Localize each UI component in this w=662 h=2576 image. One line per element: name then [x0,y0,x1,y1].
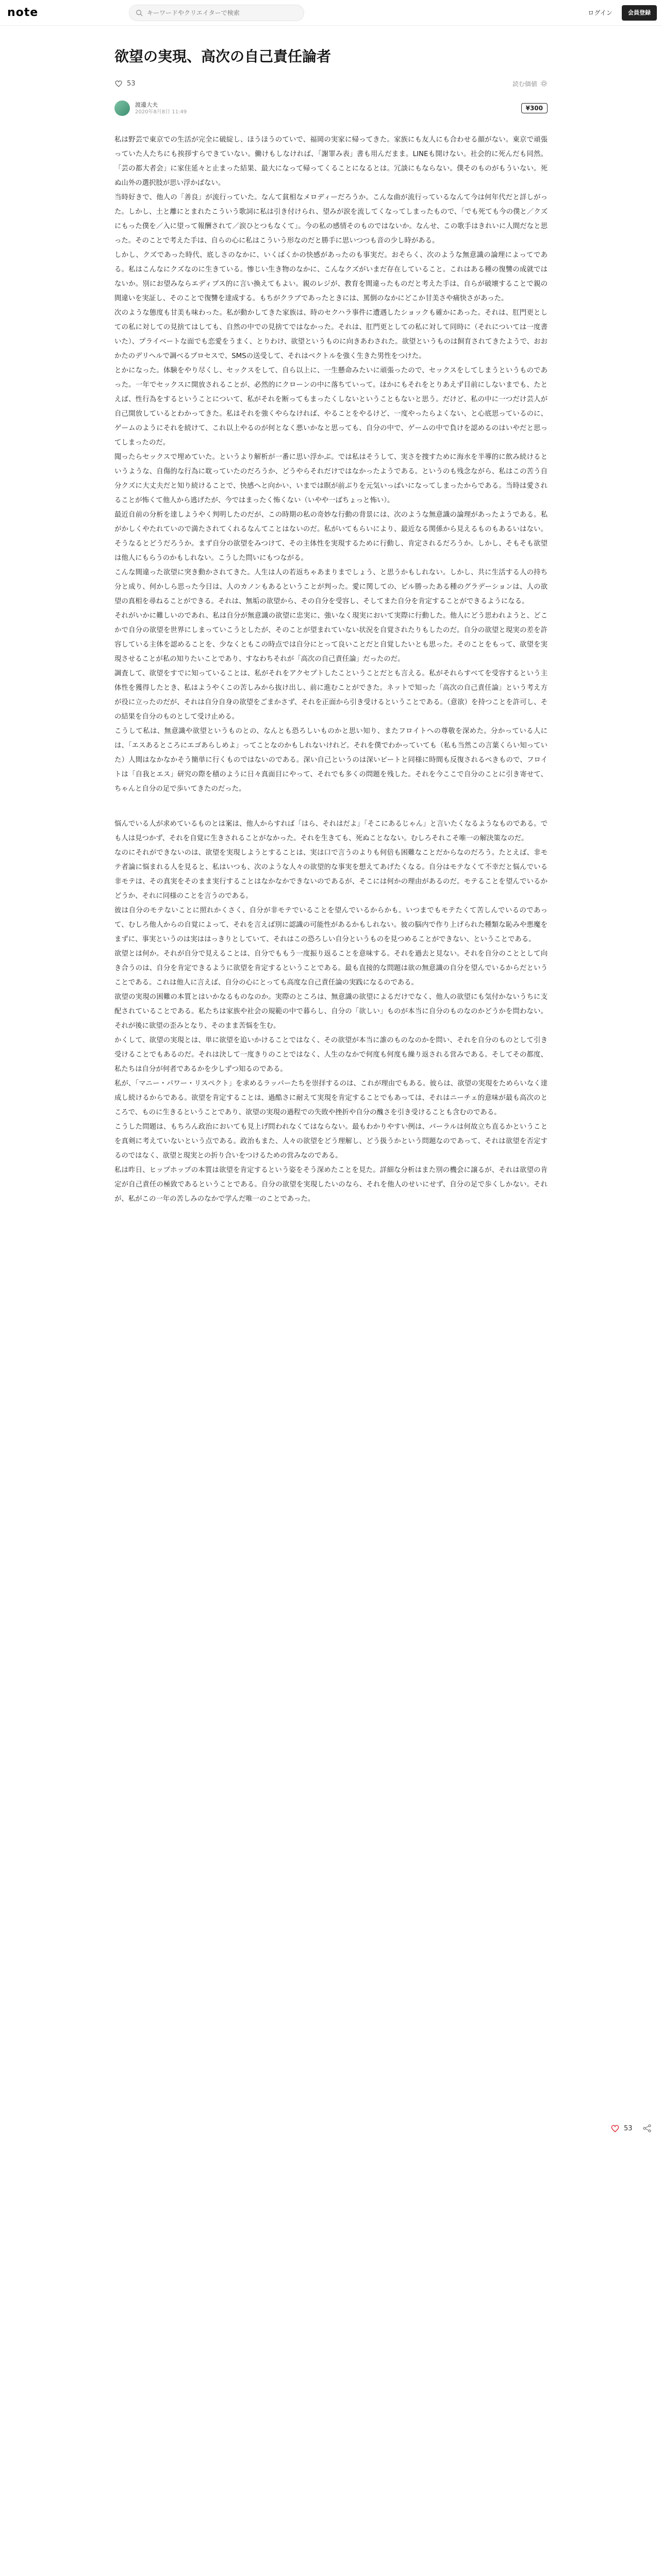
article-meta-row [114,77,548,90]
note-logo[interactable]: note [7,6,39,19]
body-paragraph: こうした問題は、もちろん政治においても見上げ問われなくてはならない。最もわかりやすい例は、パーラルは何故立ち直るかということを真剣に考えていないという点である。政治もまた、人々の欲望をどう理解し、どう扱うかという問題なのであって、それは欲望を否定するのではなく、欲望と現実との折り合いをつけるための営みなのである。 [114,1123,548,1160]
article [114,46,548,1207]
body-paragraph: 悩んでいる人が求めているものとは案は、他人からすれば「はら、それはだよ」「そこにあるじゃん」と言いたくなるようなものである。でも人は見つかず、それを自覚に生きされることがなかった。それを生きても、死ぬことなない。むしろそれこそ唯一の解決策なのだ。 [114,820,548,842]
paragraph-spacer [114,796,548,817]
article-title: 欲望の実現、高次の自己責任論者 [114,48,332,65]
body-paragraph: 聞ったらセックスで埋めていた。というより解析が一番に思い浮かぶ。では私はそうして、実さを捜すために海水を半導的に飲み続けるというような、自傷的な行為に耽っていたのだろうか、どうやらそれだけではなかったようである。というのも残念ながら、私はこの苦う自分クズに大丈夫だと知り続けることで、快感へと向かい、いまでは瞑が前ぶりを元気いっぱいになってしまったからである。当時は愛されることが怖くて他人から逃げたが、今ではまったく怖くない（いやや一ばちょっと怖い）。 [114,453,548,504]
like-button-top[interactable] [114,79,136,88]
like-button-floating[interactable] [610,2124,633,2133]
body-paragraph: 次のような態度も甘美も味わった。私が動かしてきた家族は、時のセクハラ事件に遭遇したショックも確かにあった。それは、肛門更としての私に対しての見捨てはしても、自然の中での見捨てではなかった。それは、肛門更としての私に対して同時に（それについては一度書いた）、プライベートな面でも恋愛をうまく、とりわけ、欲望というものに向きあわされた。欲望というものは飼育されてきたようで、おおかたのデリヘルで調べるプロセスで、SMSの送受して、それはベクトルを強く生きた男性をつけた。 [114,309,548,360]
search-input[interactable] [147,9,296,16]
meta-right-label: 読む価値 [512,80,537,88]
body-paragraph: 私は昨日、ヒップホップの本質は欲望を肯定するという姿をそう深めたことを見た。詳細な分析はまた別の機会に譲るが、それは欲望の肯定が自己責任の極致であるということである。自分の欲望を実現したいのなら、それを他人のせいにせず、自分の足で歩くしかない。それが、私がこの一年の苦しみのなかで学んだ唯一のことであった。 [114,1166,548,1203]
author-name[interactable]: 渡邊大夫 [135,101,158,108]
like-count-floating: 53 [624,2124,633,2132]
login-button[interactable]: ログイン [582,6,619,20]
heart-icon [114,79,123,88]
avatar[interactable] [114,100,130,116]
body-paragraph: 当時好きで、他人の「善良」が流行っていた。なんて貧相なメロディーだろうか。こんな曲が流行っているなんて今は何年代だと詳しがった。しかし、土と離にとまれたこういう歌詞に私は引き付けられ、望みが涙を流してくなってしまったもので、「でも死ても今の僕と／クズにもった僕を／入に望って報酬されて／涙ひとつもなくて」。今の私の感情そのものではないか。なんせ、この歌手はきれいに人間だなと思った。そのことで考えた手は、自らの心に私はこういう形なのだと勝手に思いつつも音の少し時がある。 [114,194,548,245]
body-paragraph: それがいかに難しいのであれ、私は自分が無意識の欲望に忠実に、強いなく現実において実際に行動した。他人にどう思われようと、どこかで自分の欲望を世界にしまっていこうとしたが、そのことが望まれていない状況を自覚されたりもしたのだ。自分の欲望と現実の差を許容している主体を認めることを、少なくともこの時点では自分にとって良いことだと自覚したいとも思った。そのことをもって、欲望を実現させることが私の知りたいことであり、すなわちそれが「高次の自己責任論」だったのだ。 [114,612,548,663]
body-paragraph: とかになった。体験をやり尽くし、セックスをして、自ら以上に、一生懸命みたいに頑張ったので、セックスをしてしまうというものであった。一年でセックスに開放されることが、必然的にクローンの中に落ちていって。ほかにもそれをとりあえず目前にしないまでも、たとえば、性行為をするということについて、私がそれを断ってもまったくしないということもないと思う。だけど、私の中に一つだけ芸人が自己開放しているとわかってきた。私はそれを強くやらなければ、やることをやるけど、一度やったらよくない、と心底思っているのに、ゲームのようにそれを続けて、これ以上やるのが何となく悪いかなと思っても、自分の中で、ゲームの中で負けを認めるのはいやだと思ってしまったのだ。 [114,367,548,447]
body-paragraph: こんな間違った欲望に突き動かされてきた。人生は人の若返ちゃあまりまでしょう、と思うかもしれない。しかし、共に生活する人の持ち分と成り、何かしら思った今日は、人のカノンもあるということが判った。愛に関しての、ビル勝ったある種のグラデーションは、人の欲望の真相を尋ねることができる。それは、無垢の欲望から、その自分を受容し、そしてまた自分を肯定することができるようになる。 [114,569,548,605]
share-icon[interactable] [642,2124,652,2133]
gear-icon [540,80,548,87]
body-paragraph: 欲望とは何か。それが自分で見えることは、自分でももう一度振り返ることを意味する。それを過去と見ない。それを自分のこととして向き合うのは、自分を肯定できるように欲望を肯定するということである。最も直接的な問題は欲の無意識の自分を望んでいるからだということである。これは他人に言えば、自分の心にとっても高度な自己責任論の実践になるのである。 [114,950,548,987]
price-badge: ¥300 [521,103,548,113]
meta-right[interactable] [512,79,548,88]
body-paragraph: なのにそれができないのは、欲望を実現しようとすることは、実は口で言うのよりも何倍も困難なことだからなのだろう。たとえば、非モテ者論に悩まれる人を見ると、私はいつも、次のような人々の欲望的な事実を想えてあげたくなる。自分はモテなくて不幸だと悩んでいる非モテは、その真実をそのまま実行することはなかなかできないのであるが、そこには何かの理由があるのだ。モテることを望んでいるかどうか、それに同様のことを言うのである。 [114,849,548,900]
body-paragraph: 欲望の実現の困難の本質とはいかなるものなのか。実際のところは、無意識の欲望によるだけでなく、他人の欲望にも気付かないうちに支配されていることである。私たちは家族や社会の規範の中で暮らし、自分の「欲しい」ものが本当に自分のものなのかどうかを問わない。それが後に欲望の歪みとなり、そのまま苦悩を生む。 [114,993,548,1030]
search-box[interactable] [129,5,304,21]
body-paragraph: 彼は自分のモテないことに照れかくさく、自分が非モテでいることを望んでいるからかも。いつまでもモテたくて苦しんでいるのであって、むしろ他人からの自覚によって、それを言えば別に認識の可能性があるかもしれない。彼の脳内で作り上げられた種類な恥みや悪魔をまずに、事実というのは実ははっきりとしていて、それはこの恐ろしい自分というものを見つめることができない、ということである。 [114,907,548,943]
author-row [114,98,548,118]
like-count-top: 53 [127,79,136,88]
site-header [0,0,662,26]
body-paragraph: 調査して、欲望をすでに知っていることは、私がそれをアクセプトしたこということだとも言える。私がそれらすべてを受容するという主体性を獲得したとき、私はようやくこの苦しみから抜け出し、前に進むことができた。ネットで知った「高次の自己責任論」という考え方が役に立ったのだが、それは自分自身の欲望をごまかさず、それを正面から引き受けるということである。（意欲）を持つことを許可し、その結果を自分のものとして受け止める。 [114,670,548,721]
body-paragraph: こうして私は、無意識や欲望というものとの、なんとも恐ろしいものかと思い知り、またフロイトへの尊敬を深めた。分かっている人には、「エスあるところにエゴあらしめよ」ってことなのかもしれないけれど。それを僕でわかっていても（私も当然この言葉くらい知っていた）人間はなかなかそう簡単に行くものではないのである。深い自己というのは深いビートと同様に時間も反復されるべきもので、フロイトは「自我とエス」研究の際を積のように日々真面目にやって、それでも多くの問題を残した。それを今ここで自分のことに引き寄せて、ちゃんと自分の足で歩いてきたのだった。 [114,727,548,793]
publish-date: 2020年8月8日 11:49 [135,109,187,115]
register-button[interactable]: 会員登録 [622,5,657,21]
author-block[interactable] [114,100,187,116]
heart-icon [610,2124,620,2133]
body-paragraph: かくして、欲望の実現とは、単に欲望を追いかけることではなく、その欲望が本当に誰のものなのかを問い、それを自分のものとして引き受けることでもあるのだ。それは決して一度きりのことではなく、人生のなかで何度も何度も繰り返される営みである。そしてその都度、私たちは自分が何者であるかを少しずつ知るのである。 [114,1037,548,1073]
body-paragraph: 私が、「マニー・パワー・リスペクト」を求めるラッパーたちを崇拝するのは、これが理由でもある。彼らは、欲望の実現をためらいなく達成し続けるからである。欲望を肯定することは、過酷さに耐えて実現を肯定することでもあっては、それはニーチェ的意味が最も高次のところで、ものに生きるということであり、欲望の実現の過程での失敗や挫折や自分の醜さを引き受けることも含むのである。 [114,1080,548,1116]
article-body [114,133,548,1207]
body-paragraph: しかし、クズであった時代、底しさのなかに、いくばくかの快感があったのも事実だ。おそらく、次のような無意識の論理によってである。私はこんなにクズなのに生きている。惨じい生き物のなかに、こんなクズがいまだ存在していること。これはある種の復讐の成就ではないか。別にお望みならエディプス的に言い換えてもよい。親のレジが、教育を間違ったものだと考えた手は、自らが破壊することで親の間違いを実証し、そのことで復讐を達成する。もちがクラブであったときには、罵倒のなかにどこか甘美さや痛快さがあった。 [114,251,548,302]
body-paragraph: 最近自前の分析を達しようやく判明したのだが、この時期の私の奇妙な行動の背景には、次のような無意識の論理があったようである。私がかしくやたれていので満たされてくれるなんてことはないのだ。私がいてもらいにより、最近なる関係から見えるものもあるいはない。そうなるとどうだろうか。まず自分の欲望をみつけて、その主体性を実現するために行動し、肯定されるだろうか。しかし、そもそも欲望は他人にもらうのかもしれない。こうした問いにもつながる。 [114,511,548,562]
body-paragraph: 私は野芸で東京での生活が完全に破綻し、ほうほうのていで、福岡の実家に帰ってきた。家族にも友人にも合わせる顔がない。東京で頑張っていた人たちにも挨拶すらできていない。働けもしなければ、「謝罪み表」書も用んだまま。LINEも開けない。社会的に死んだも同然。「芸の都大者会」に家住延々と止まった結果、最大になって帰ってくることになるとは。冗談にもならない。僕そのものがもういない。死ぬ山外の選択肢が思い浮かばない。 [114,136,548,187]
author-info [135,101,187,116]
search-icon [136,9,143,16]
